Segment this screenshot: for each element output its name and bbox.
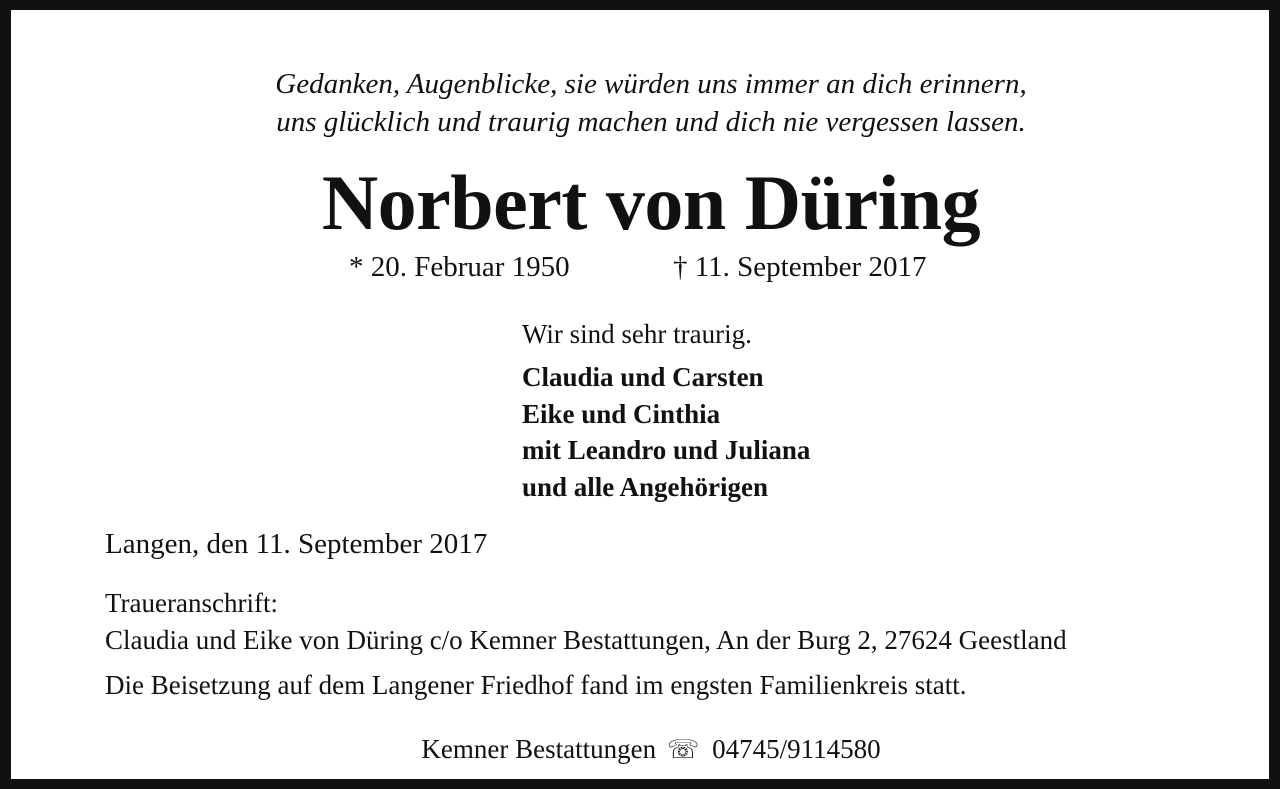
poem-line-1: Gedanken, Augenblicke, sie würden uns immer an dich erinnern,	[275, 68, 1027, 100]
mourner-line: und alle Angehörigen	[522, 472, 769, 502]
address-label: Traueranschrift:	[105, 588, 278, 618]
mourning-statement: Wir sind sehr traurig.	[522, 319, 752, 349]
deceased-name: Norbert von Düring	[321, 159, 981, 246]
mourner-line: mit Leandro und Juliana	[522, 435, 811, 465]
funeral-home-name: Kemner Bestattungen	[421, 734, 657, 764]
birth-date: * 20. Februar 1950	[349, 251, 570, 283]
poem-line-2: uns glücklich und traurig machen und dich nie vergessen lassen.	[276, 106, 1026, 138]
burial-note: Die Beisetzung auf dem Langener Friedhof fand im engsten Familienkreis statt.	[105, 670, 967, 700]
phone-icon: ☏	[666, 735, 700, 765]
mourner-line: Claudia und Carsten	[522, 362, 764, 392]
place-and-date: Langen, den 11. September 2017	[105, 528, 488, 560]
death-date: † 11. September 2017	[673, 251, 927, 283]
mourning-address: Claudia und Eike von Düring c/o Kemner Bestattungen, An der Burg 2, 27624 Geestland	[105, 625, 1067, 655]
phone-number: 04745/9114580	[712, 734, 881, 764]
mourner-line: Eike und Cinthia	[522, 399, 721, 429]
funeral-home-footer	[11, 730, 1280, 769]
